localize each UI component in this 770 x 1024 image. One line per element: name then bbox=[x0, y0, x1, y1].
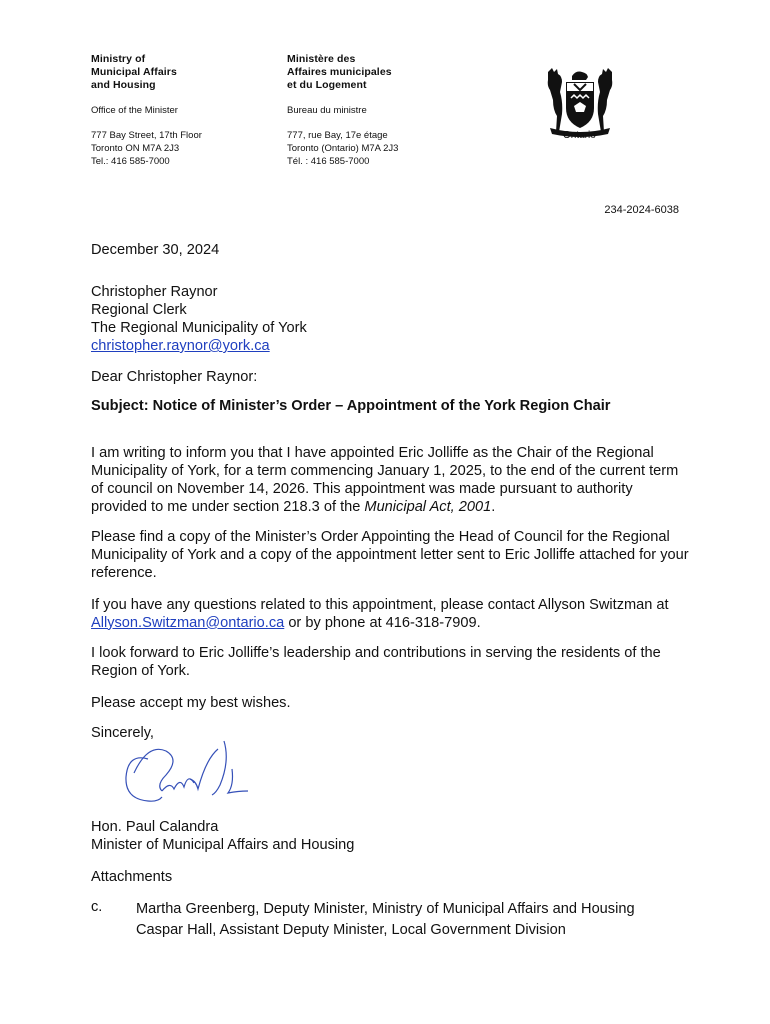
office-fr: Bureau du ministre bbox=[287, 105, 367, 116]
recipient-organization: The Regional Municipality of York bbox=[91, 320, 307, 336]
ministry-name-en-line2: Municipal Affairs bbox=[91, 66, 177, 78]
handwritten-signature bbox=[120, 733, 270, 808]
contact-email-link[interactable]: Allyson.Switzman@ontario.ca bbox=[91, 614, 285, 631]
paragraph-5: Please accept my best wishes. bbox=[91, 694, 291, 711]
ministry-name-fr-line3: et du Logement bbox=[287, 79, 367, 91]
phone-en: Tel.: 416 585-7000 bbox=[91, 156, 170, 167]
recipient-title: Regional Clerk bbox=[91, 302, 187, 318]
subject-line: Subject: Notice of Minister’s Order – Appointment of the York Region Chair bbox=[91, 398, 611, 414]
address-fr-line1: 777, rue Bay, 17e étage bbox=[287, 130, 388, 141]
recipient-email-link[interactable]: christopher.raynor@york.ca bbox=[91, 338, 270, 354]
paragraph-4: I look forward to Eric Jolliffe’s leadership and contributions in serving the residents of the Region of York. bbox=[91, 644, 661, 679]
letter-date: December 30, 2024 bbox=[91, 242, 220, 258]
ministry-name-en-line1: Ministry of bbox=[91, 53, 146, 65]
office-en: Office of the Minister bbox=[91, 105, 178, 116]
paragraph-3 bbox=[91, 596, 691, 632]
closing: Sincerely, bbox=[91, 724, 154, 741]
signer-name: Hon. Paul Calandra bbox=[91, 819, 219, 835]
cc-item: Caspar Hall, Assistant Deputy Minister, Local Government Division bbox=[136, 922, 566, 938]
ministry-name-fr-line1: Ministère des bbox=[287, 53, 356, 65]
signer-block bbox=[91, 818, 691, 854]
paragraph-1-text: I am writing to inform you that I have appointed Eric Jolliffe as the Chair of the Regional Municipality of York, for a term commencing January 1, 2025, to the end of the current term of council on November 14, 2026. This appointment was made pursuant to authority provided to me under section 218.3 of the bbox=[91, 444, 679, 515]
ontario-logo-text: Ontario bbox=[563, 130, 596, 141]
cc-label: c. bbox=[91, 899, 103, 915]
address-en-line2: Toronto ON M7A 2J3 bbox=[91, 143, 180, 154]
salutation: Dear Christopher Raynor: bbox=[91, 369, 258, 385]
address-fr-line2: Toronto (Ontario) M7A 2J3 bbox=[287, 143, 399, 154]
letterhead-english bbox=[91, 53, 271, 168]
paragraph-1-act-title: Municipal Act, 2001 bbox=[364, 498, 492, 515]
letterhead-french bbox=[287, 53, 487, 168]
paragraph-3-text: If you have any questions related to this appointment, please contact Allyson Switzman at bbox=[91, 596, 669, 613]
cc-list bbox=[136, 899, 696, 941]
signer-title: Minister of Municipal Affairs and Housing bbox=[91, 837, 355, 853]
phone-fr: Tél. : 416 585-7000 bbox=[287, 156, 370, 167]
file-number: 234-2024-6038 bbox=[604, 204, 679, 216]
paragraph-2: Please find a copy of the Minister’s Order Appointing the Head of Council for the Regional Municipality of York and a copy of the appointment letter sent to Eric Jolliffe attached for your reference. bbox=[91, 528, 689, 581]
paragraph-3-end: or by phone at 416-318-7909. bbox=[284, 614, 481, 631]
recipient-block bbox=[91, 283, 691, 355]
address-en-line1: 777 Bay Street, 17th Floor bbox=[91, 130, 202, 141]
attachments-label: Attachments bbox=[91, 869, 173, 885]
paragraph-1-end: . bbox=[491, 498, 496, 515]
paragraph-1 bbox=[91, 444, 691, 516]
ministry-name-en-line3: and Housing bbox=[91, 79, 156, 91]
ministry-name-fr-line2: Affaires municipales bbox=[287, 66, 392, 78]
recipient-name: Christopher Raynor bbox=[91, 284, 218, 300]
cc-item: Martha Greenberg, Deputy Minister, Ministry of Municipal Affairs and Housing bbox=[136, 901, 635, 917]
